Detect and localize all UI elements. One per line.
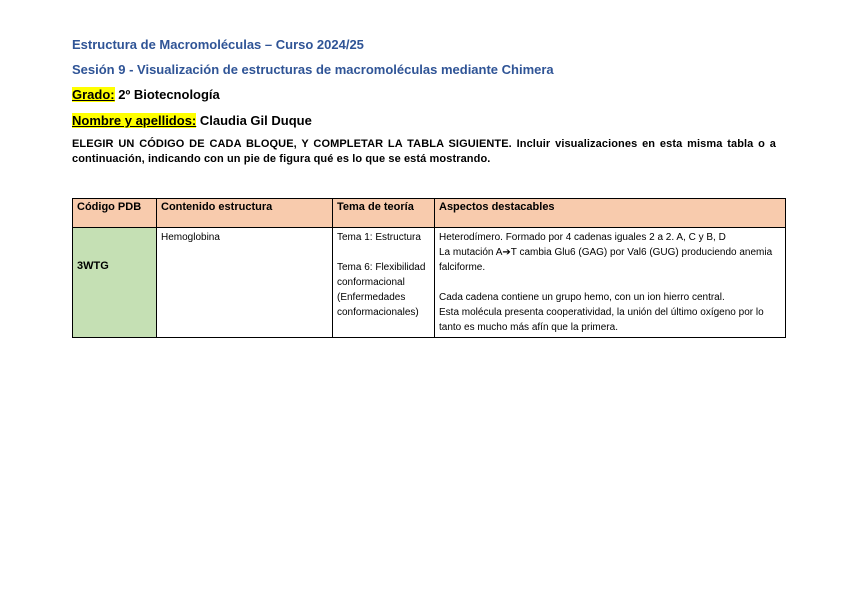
table-header-row [73, 199, 786, 228]
aspect-2: La mutación A➔T cambia Glu6 (GAG) por Val6 (GUG) produciendo anemia falciforme. [439, 247, 773, 273]
header-notable-aspects: Aspectos destacables [435, 199, 786, 228]
theory-topic-1: Tema 1: Estructura [337, 232, 421, 243]
structures-table [72, 198, 786, 338]
name-line [72, 113, 312, 128]
header-theory-topic: Tema de teoría [333, 199, 435, 228]
table-row [73, 228, 786, 338]
header-pdb-code: Código PDB [73, 199, 157, 228]
course-title: Estructura de Macromoléculas – Curso 2024/25 [72, 37, 364, 52]
instructions-text: ELEGIR UN CÓDIGO DE CADA BLOQUE, Y COMPLETAR LA TABLA SIGUIENTE. Incluir visualizaciones en esta misma tabla o a continuación, indicando con un pie de figura qué es lo que se está mostrando. [72, 138, 776, 165]
name-label: Nombre y apellidos: [72, 113, 197, 128]
pdb-code-cell: 3WTG [73, 228, 157, 338]
session-title: Sesión 9 - Visualización de estructuras de macromoléculas mediante Chimera [72, 62, 554, 77]
aspect-1: Heterodímero. Formado por 4 cadenas iguales 2 a 2. A, C y B, D [439, 232, 726, 243]
grade-line [72, 87, 220, 102]
aspect-3: Cada cadena contiene un grupo hemo, con un ion hierro central. [439, 292, 725, 303]
theory-topic-cell [333, 228, 435, 338]
notable-aspects-cell [435, 228, 786, 338]
header-structure-content: Contenido estructura [157, 199, 333, 228]
aspect-4: Esta molécula presenta cooperatividad, la unión del último oxígeno por lo tanto es mucho más afín que la primera. [439, 307, 764, 333]
grade-label: Grado: [72, 87, 115, 102]
grade-value: 2º Biotecnología [114, 87, 220, 102]
name-value: Claudia Gil Duque [196, 113, 312, 128]
theory-topic-2: Tema 6: Flexibilidad conformacional (Enfermedades conformacionales) [337, 262, 426, 318]
structure-content-cell: Hemoglobina [157, 228, 333, 338]
